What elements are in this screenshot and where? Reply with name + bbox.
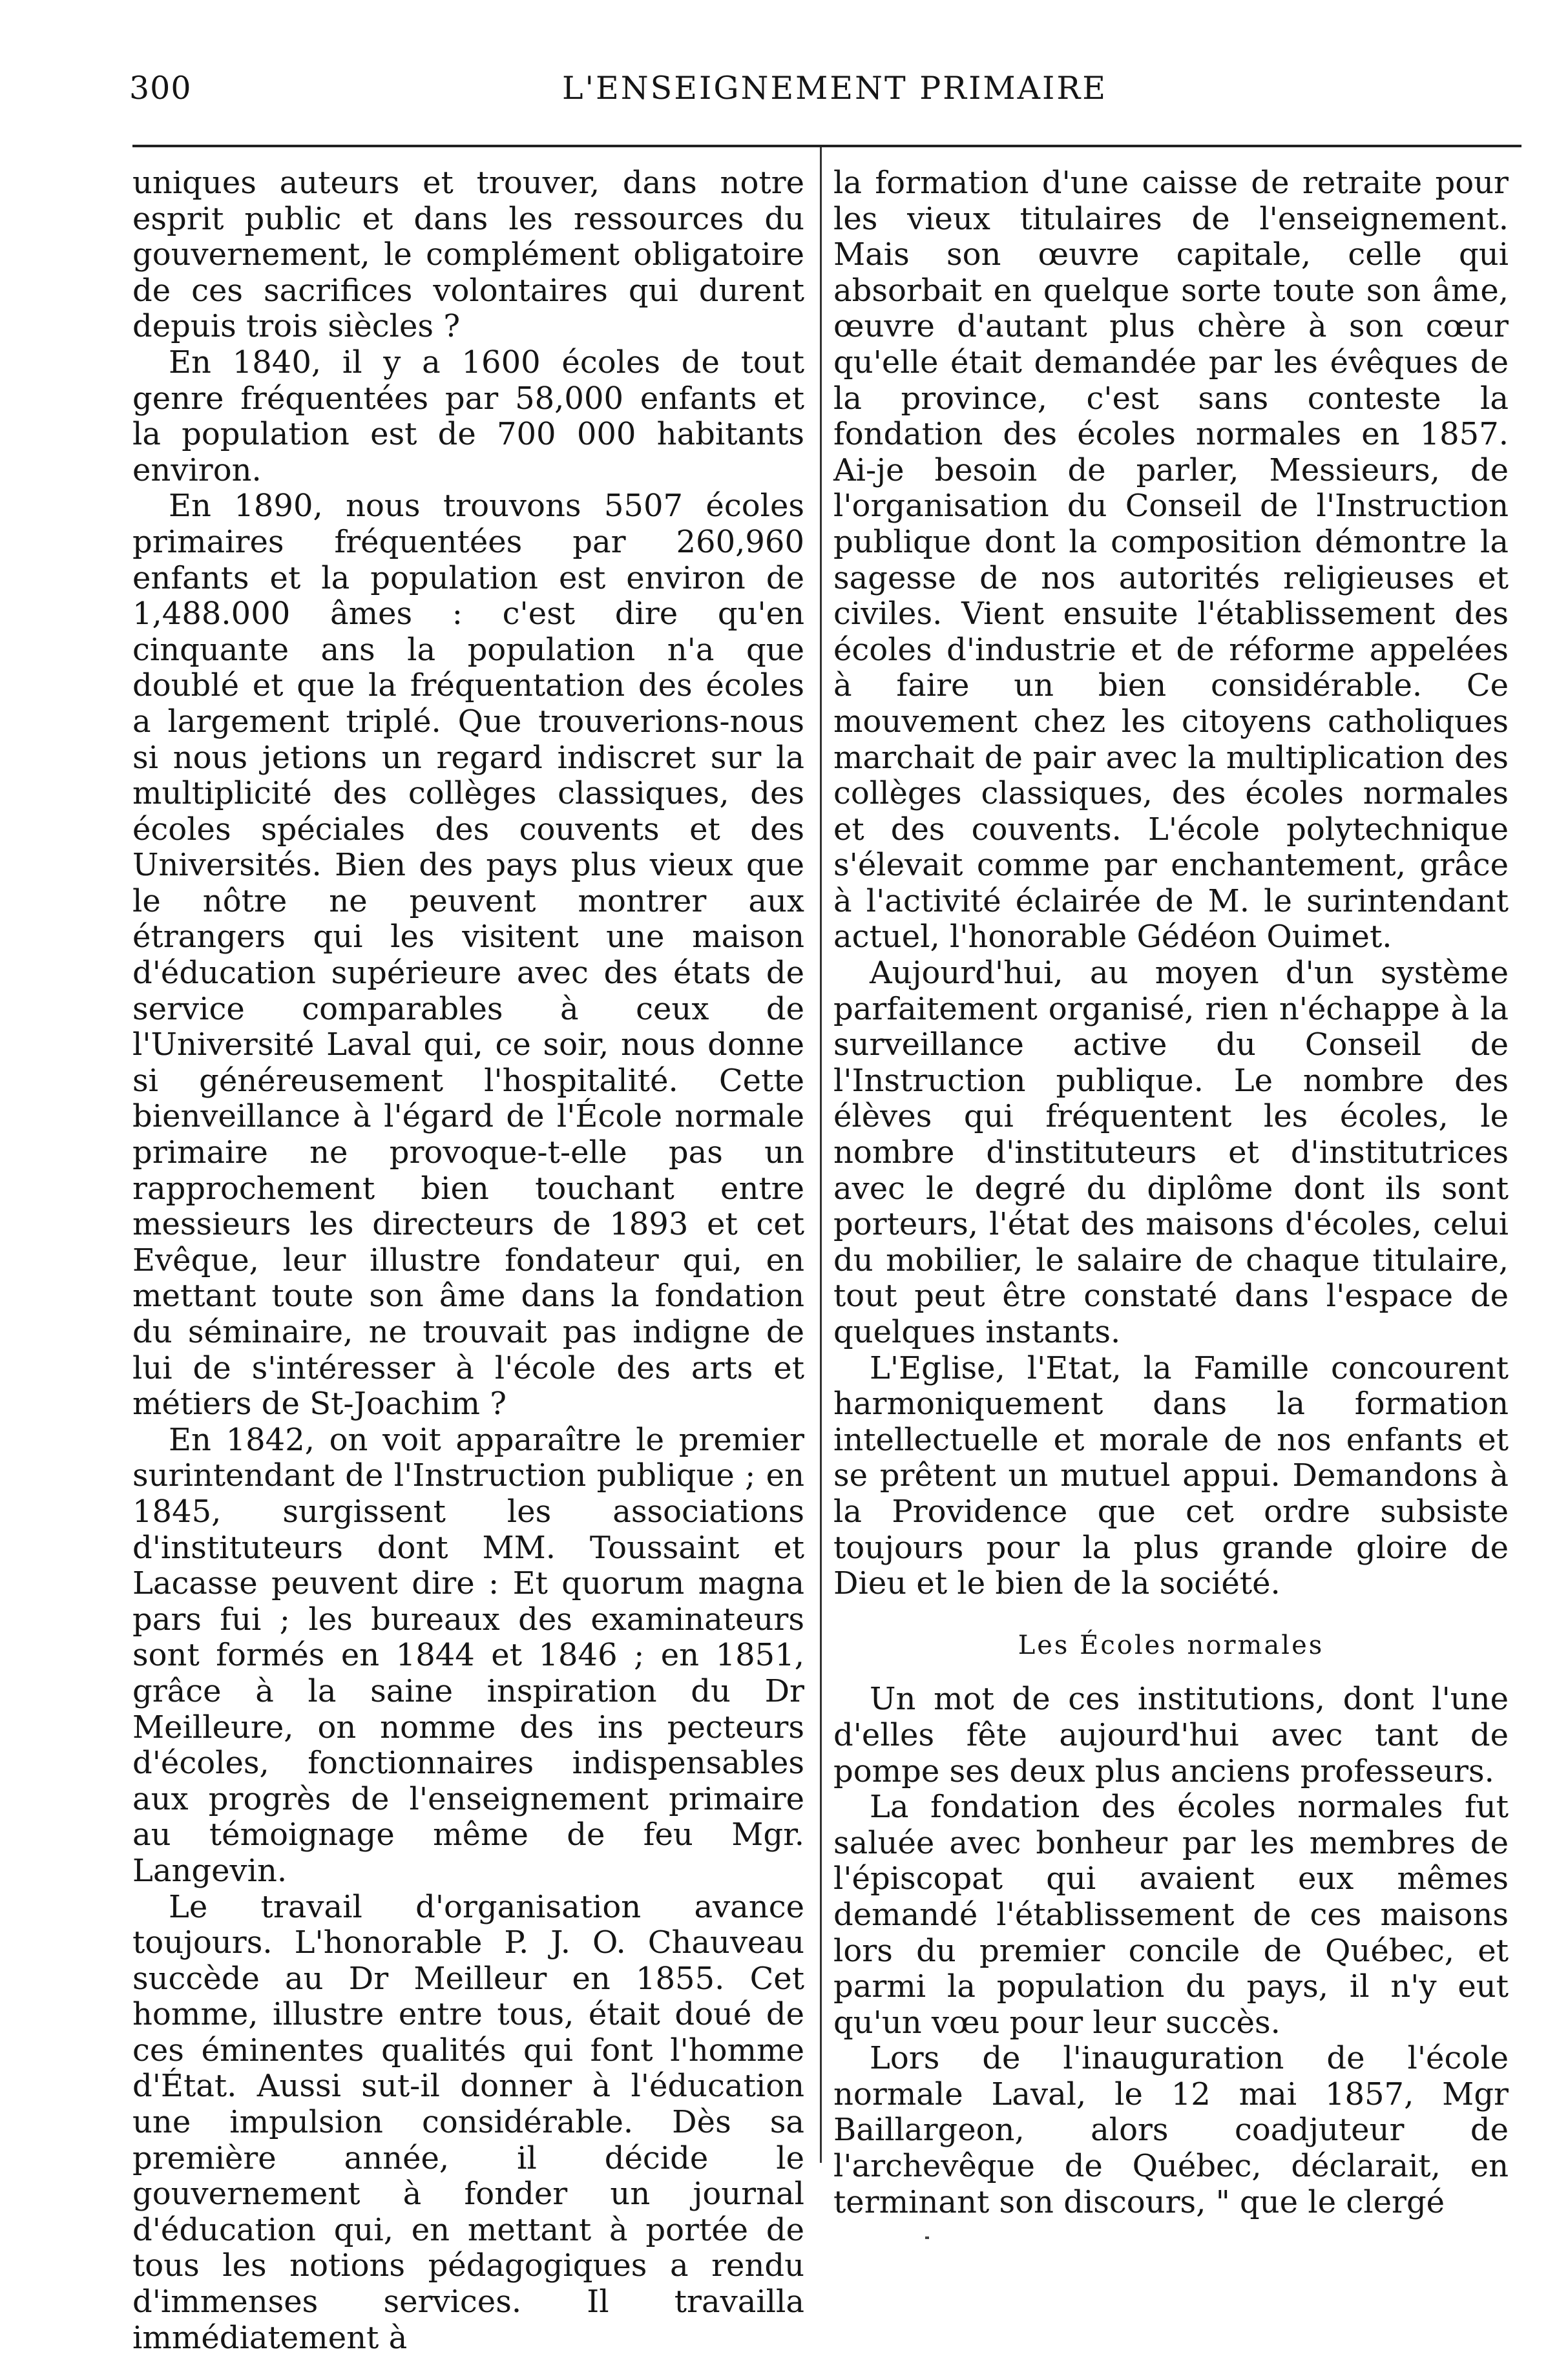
column-divider [820, 147, 822, 2163]
running-title: L'ENSEIGNEMENT PRIMAIRE [562, 70, 1107, 107]
paragraph: uniques auteurs et trouver, dans notre esprit public et dans les ressources du gouvernement, le complément obligatoire de ces sacrifices volontaires qui durent depuis trois siècles ? [132, 165, 804, 345]
section-heading: Les Écoles normales [833, 1628, 1509, 1664]
paragraph: Aujourd'hui, au moyen d'un système parfaitement organisé, rien n'échappe à la surveillance active du Conseil de l'Instruction publique. Le nombre des élèves qui fréquentent les écoles, le nombre d'instituteurs et d'institutrices avec le degré du diplôme dont ils sont porteurs, l'état des maisons d'écoles, celui du mobilier, le salaire de chaque titulaire, tout peut être constaté dans l'espace de quelques instants. [833, 955, 1509, 1351]
paragraph: En 1890, nous trouvons 5507 écoles primaires fréquentées par 260,960 enfants et la population est environ de 1,488.000 âmes : c'est dire qu'en cinquante ans la population n'a que doublé et que la fréquentation des écoles a largement triplé. Que trouverions-nous si nous jetions un regard indiscret sur la multiplicité des collèges classiques, des écoles spéciales des couvents et des Universités. Bien des pays plus vieux que le nôtre ne peuvent montrer aux étrangers qui les visitent une maison d'éducation supérieure avec des états de service comparables à ceux de l'Université Laval qui, ce soir, nous donne si généreusement l'hospitalité. Cette bienveillance à l'égard de l'École normale primaire ne provoque-t-elle pas un rapprochement bien touchant entre messieurs les directeurs de 1893 et cet Evêque, leur illustre fondateur qui, en mettant toute son âme dans la fondation du séminaire, ne trouvait pas indigne de lui de s'intéresser à l'école des arts et métiers de St-Joachim ? [132, 488, 804, 1422]
paragraph: la formation d'une caisse de retraite pour les vieux titulaires de l'enseignement. Mais son œuvre capitale, celle qui absorbait en quelque sorte toute son âme, œuvre d'autant plus chère à son cœur qu'elle était demandée par les évêques de la province, c'est sans conteste la fondation des écoles normales en 1857. Ai-je besoin de parler, Messieurs, de l'organisation du Conseil de l'Instruction publique dont la composition démontre la sagesse de nos autorités religieuses et civiles. Vient ensuite l'établissement des écoles d'industrie et de réforme appelées à faire un bien considérable. Ce mouvement chez les citoyens catholiques marchait de pair avec la multiplication des collèges classiques, des écoles normales et des couvents. L'école polytechnique s'élevait comme par enchantement, grâce à l'activité éclairée de M. le surintendant actuel, l'honorable Gédéon Ouimet. [833, 165, 1509, 955]
paragraph: Un mot de ces institutions, dont l'une d'elles fête aujourd'hui avec tant de pompe ses deux plus anciens professeurs. [833, 1682, 1509, 1789]
header-rule [132, 145, 1521, 147]
paragraph: Le travail d'organisation avance toujours. L'honorable P. J. O. Chauveau succède au Dr Meilleur en 1855. Cet homme, illustre entre tous, était doué de ces éminentes qualités qui font l'homme d'État. Aussi sut-il donner à l'éducation une impulsion considérable. Dès sa première année, il décide le gouvernement à fonder un journal d'éducation qui, en mettant à portée de tous les notions pédagogiques a rendu d'immenses services. Il travailla immédiatement à [132, 1890, 804, 2356]
paragraph: En 1840, il y a 1600 écoles de tout genre fréquentées par 58,000 enfants et la population est de 700 000 habitants environ. [132, 345, 804, 488]
left-column [132, 165, 804, 2356]
paragraph: Lors de l'inauguration de l'école normale Laval, le 12 mai 1857, Mgr Baillargeon, alors coadjuteur de l'archevêque de Québec, déclarait, en terminant son discours, " que le clergé [833, 2041, 1509, 2220]
running-head [129, 70, 1421, 115]
footer-ink-mark [925, 2236, 929, 2239]
paragraph: En 1842, on voit apparaître le premier surintendant de l'Instruction publique ; en 1845, surgissent les associations d'instituteurs dont MM. Toussaint et Lacasse peuvent dire : Et quorum magna pars fui ; les bureaux des examinateurs sont formés en 1844 et 1846 ; en 1851, grâce à la saine inspiration du Dr Meilleure, on nomme des ins pecteurs d'écoles, fonctionnaires indispensables aux progrès de l'enseignement primaire au témoignage même de feu Mgr. Langevin. [132, 1423, 804, 1890]
paragraph: L'Eglise, l'Etat, la Famille concourent harmoniquement dans la formation intellectuelle et morale de nos enfants et se prêtent un mutuel appui. Demandons à la Providence que cet ordre subsiste toujours pour la plus grande gloire de Dieu et le bien de la société. [833, 1351, 1509, 1602]
paragraph: La fondation des écoles normales fut saluée avec bonheur par les membres de l'épiscopat qui avaient eux mêmes demandé l'établissement de ces maisons lors du premier concile de Québec, et parmi la population du pays, il n'y eut qu'un vœu pour leur succès. [833, 1789, 1509, 2041]
page-number: 300 [129, 70, 192, 107]
right-column [833, 165, 1509, 2220]
